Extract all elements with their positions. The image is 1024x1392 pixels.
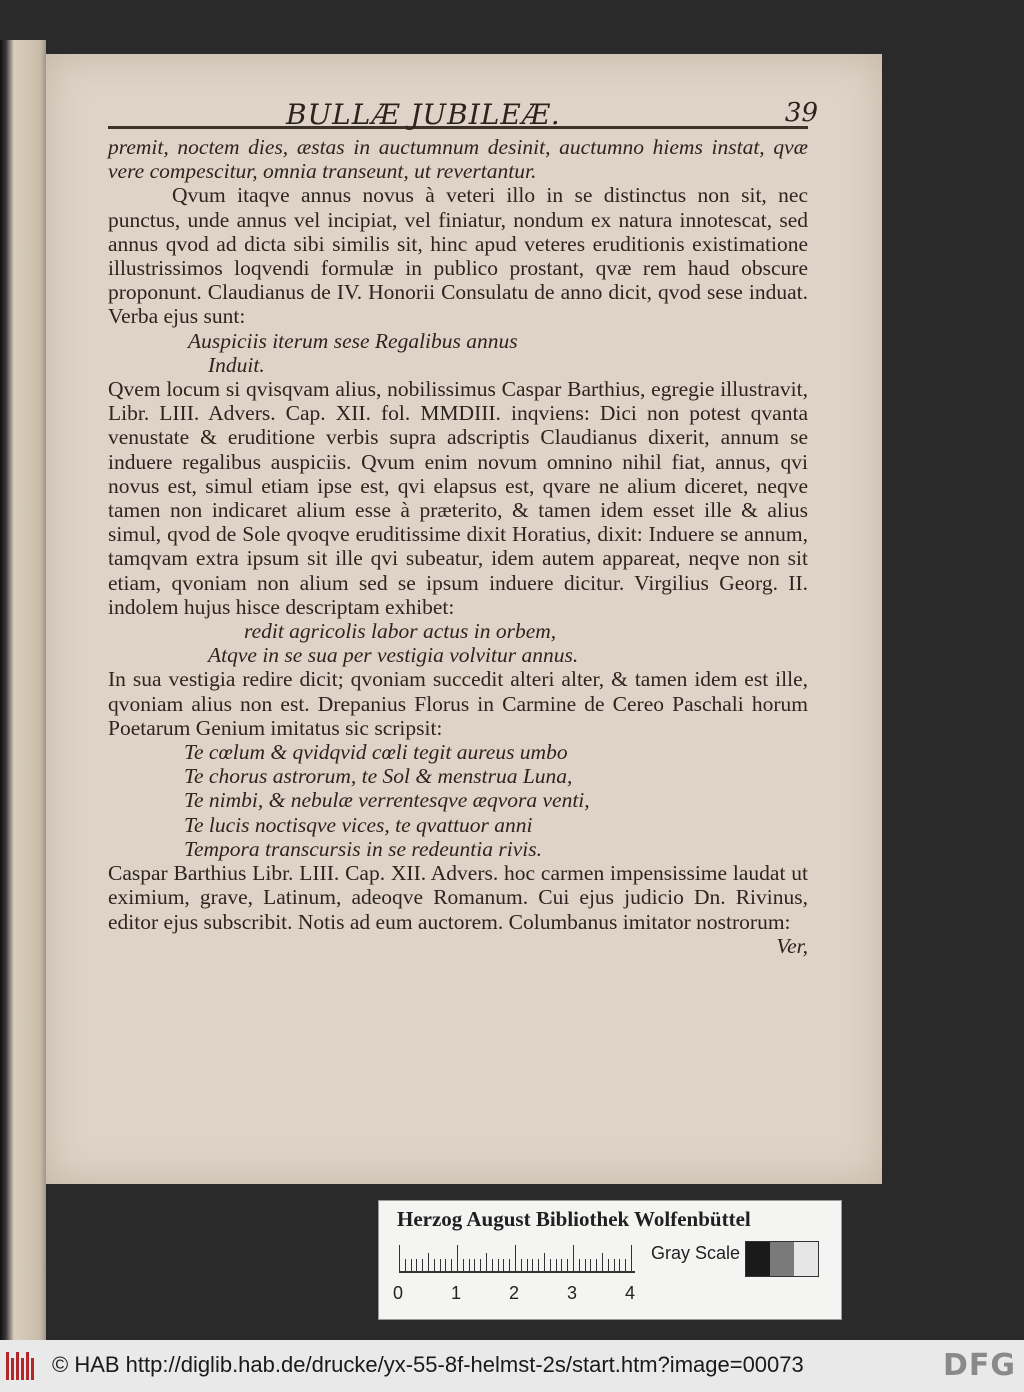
gray-patch: [794, 1242, 818, 1276]
hab-logo-icon: [6, 1352, 40, 1380]
ruler-tick: [422, 1259, 423, 1271]
viewer-footer: [0, 1340, 1024, 1392]
running-header: [108, 90, 818, 131]
ruler-tick: [411, 1259, 412, 1271]
library-name: Herzog August Bibliothek Wolfenbüttel: [397, 1207, 751, 1231]
paragraph: In sua vestigia redire dicit; qvoniam succedit alteri alter, & tamen idem est ille, qvoniam alius non est. Drepanius Florus in Carmine de Cereo Paschali horum Poetarum Genium imitatus sic scripsit:: [108, 667, 808, 740]
catchword: Ver,: [776, 933, 808, 958]
gray-patch: [770, 1242, 794, 1276]
ruler-tick: [503, 1259, 504, 1271]
ruler-tick: [625, 1259, 626, 1271]
ruler-number: 0: [393, 1283, 404, 1303]
library-color-card: [378, 1200, 842, 1320]
page-number: 39: [784, 98, 818, 128]
ruler-tick: [440, 1259, 441, 1271]
ruler-tick: [556, 1259, 557, 1271]
ruler-tick: [469, 1259, 470, 1271]
ruler-tick: [498, 1259, 499, 1271]
ruler-tick: [527, 1259, 528, 1271]
ruler-tick: [492, 1259, 493, 1271]
poem-line: Te chorus astrorum, te Sol & menstrua Luna,: [184, 764, 573, 789]
ruler-number: 2: [509, 1283, 520, 1303]
ruler-tick: [538, 1259, 539, 1271]
ruler-tick: [457, 1245, 458, 1271]
ruler-tick: [567, 1259, 568, 1271]
running-title: BULLÆ JUBILEÆ.: [286, 98, 561, 131]
ruler-tick: [480, 1259, 481, 1271]
paragraph: Caspar Barthius Libr. LIII. Cap. XII. Advers. hoc carmen impensissime laudat ut eximium, grave, Latinum, adeoqve Romanum. Cui ejus judicio Dn. Rivinus, editor ejus subscribit. Notis ad eum auctorem. Columbanus imitator nostrorum:: [108, 861, 808, 934]
ruler-tick: [405, 1259, 406, 1271]
ruler-tick: [428, 1253, 429, 1271]
ruler-tick: [573, 1245, 574, 1271]
ruler-tick: [631, 1245, 632, 1271]
logo-bar: [11, 1358, 14, 1380]
logo-bar: [21, 1358, 24, 1380]
ruler-tick: [463, 1259, 464, 1271]
ruler-number: 1: [451, 1283, 462, 1303]
measurement-ruler: [399, 1243, 635, 1273]
ruler-tick: [434, 1259, 435, 1271]
ruler-tick: [474, 1259, 475, 1271]
poem-line: Te lucis noctisqve vices, te qvattuor anni: [184, 812, 533, 837]
poem-line: Tempora transcursis in se redeuntia rivis.: [184, 836, 542, 861]
ruler-tick: [486, 1253, 487, 1271]
ruler-tick: [544, 1253, 545, 1271]
book-page: [46, 54, 882, 1184]
ruler-tick: [585, 1259, 586, 1271]
poem-line: Te nimbi, & nebulæ verrentesqve æqvora venti,: [184, 788, 590, 813]
ruler-tick: [608, 1259, 609, 1271]
ruler-tick: [521, 1259, 522, 1271]
paragraph: Qvem locum si qvisqvam alius, nobilissimus Caspar Barthius, egregie illustravit, Libr. LIII. Advers. Cap. XII. fol. MMDIII. inqviens: Dici non potest qvanta venustate & eruditione verbis supra adscriptis Claudianus dixerit, annum se induere regalibus auspiciis. Qvum enim novum omnino nihil fiat, annus, qvi novus est, simul etiam ipse est, qvi elapsus est, qvare ne alium diceret, neqve tamen non indicaret alium esse à præterito, & tamen idem esset ille & alius simul, qvod de Sole qvoqve eruditissime dixit Horatius, dixit: Induere se annum, tamqvam extra ipsum sit ille qvi subeatur, idem autem appareat, neqve non sit etiam, qvoniam non alium sed se ipsum induere dicitur. Virgilius Georg. II. indolem hujus hisce descriptam exhibet:: [108, 377, 808, 619]
verse-line: redit agricolis labor actus in orbem,: [244, 619, 557, 644]
verse-line: Auspiciis iterum sese Regalibus annus: [188, 328, 518, 353]
logo-bar: [26, 1352, 29, 1380]
poem-line: Te cœlum & qvidqvid cœli tegit aureus umbo: [184, 740, 568, 765]
ruler-tick: [399, 1245, 400, 1271]
ruler-tick: [509, 1259, 510, 1271]
ruler-tick: [596, 1259, 597, 1271]
ruler-tick: [619, 1259, 620, 1271]
gray-scale-label: Gray Scale: [651, 1243, 741, 1263]
ruler-tick: [451, 1259, 452, 1271]
logo-bar: [31, 1358, 34, 1380]
copyright-url[interactable]: © HAB http://diglib.hab.de/drucke/yx-55-8f-helmst-2s/start.htm?image=00073: [52, 1352, 804, 1377]
paragraph: Qvum itaqve annus novus à veteri illo in se distinctus non sit, nec punctus, unde annus vel incipiat, vel finiatur, nondum ex natura innotescat, sed annus qvod ad dicta sibi similis sit, hinc apud veteres eruditionis existimatione illustrissimos loqvendi formulæ in publico prostant, qvæ rem haud obscure proponunt. Claudianus de IV. Honorii Consulatu de anno dicit, qvod sese induat. Verba ejus sunt:: [108, 183, 808, 329]
verse-line: Atqve in se sua per vestigia volvitur annus.: [208, 643, 579, 668]
italic-paragraph: premit, noctem dies, æstas in auctumnum desinit, auctumno hiems instat, qvæ vere compescitur, omnia transeunt, ut revertantur.: [108, 135, 808, 184]
verse-line: Induit.: [208, 352, 265, 377]
ruler-tick: [614, 1259, 615, 1271]
gray-scale-swatch: [745, 1241, 819, 1277]
ruler-tick: [561, 1259, 562, 1271]
dfg-logo: DFG: [942, 1348, 1016, 1383]
ruler-tick: [590, 1259, 591, 1271]
ruler-tick: [416, 1259, 417, 1271]
ruler-tick: [579, 1259, 580, 1271]
page-content: [108, 90, 818, 958]
gray-patch: [746, 1242, 770, 1276]
ruler-number: 3: [567, 1283, 578, 1303]
body-text: [108, 135, 808, 958]
ruler-tick: [445, 1259, 446, 1271]
previous-page-edge: [0, 40, 46, 1340]
ruler-number: 4: [625, 1283, 636, 1303]
ruler-tick: [550, 1259, 551, 1271]
logo-bar: [16, 1352, 19, 1380]
ruler-tick: [515, 1245, 516, 1271]
ruler-tick: [532, 1259, 533, 1271]
logo-bar: [6, 1352, 9, 1380]
ruler-tick: [602, 1253, 603, 1271]
